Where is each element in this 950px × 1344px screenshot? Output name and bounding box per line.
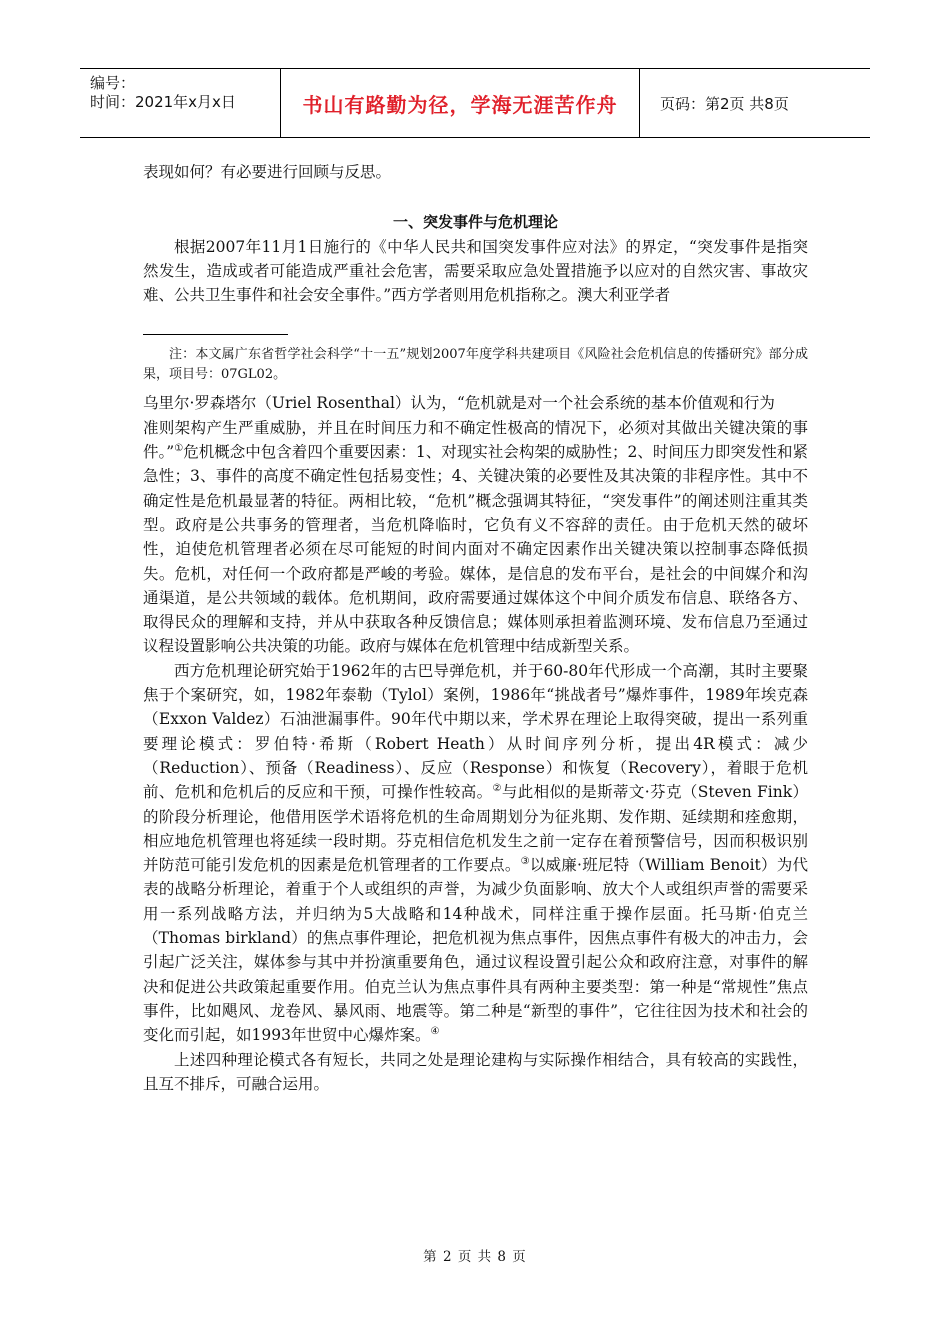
footnote-ref-3: ③ [520,855,530,867]
paragraph-3-text-a: 西方危机理论研究始于1962年的古巴导弹危机，并于60-80年代形成一个高潮，其时主要聚焦于个案研究，如，1982年泰勒（Tylol）案例，1986年“挑战者号”爆炸事件，1989年埃克森（Exxon Valdez）石油泄漏事件。90年代中期以来，学术界在理论上取得突破，提出一系列重要理论模式：罗伯特·希斯（Robert Heath）从时间序列分析，提出4R模式：减少（Reduction）、预备（Readiness）、反应（Response）和恢复（Recovery），着眼于危机前、危机和危机后的反应和干预，可操作性较高。 [143,661,808,802]
footnote-rule [143,334,288,335]
footnote-ref-1: ① [174,442,184,454]
paragraph-3-text-b: 与此相似的是斯蒂文·芬克（Steven Fink）的阶段分析理论，他借用医学术语将危机的生命周期划分为征兆期、发作期、延续期和痊愈期，相应地危机管理也将延续一段时期。芬克相信危机发生之前一定存在着预警信号，因而积极识别并防范可能引发危机的因素是危机管理者的工作要点。 [143,783,808,875]
document-header [80,68,870,138]
number-label: 编号： [90,74,136,92]
date-label: 时间：2021年x月x日 [90,93,236,111]
paragraph-2 [143,416,808,659]
page-footer: 第 2 页 共 8 页 [423,1249,527,1265]
paragraph-3-text-c: 以威廉·班尼特（William Benoit）为代表的战略分析理论，着重于个人或组织的声誉，为减少负面影响、放大个人或组织声誉的需要采用一系列战略方法，并归纳为5大战略和14种战术，同样注重于操作层面。托马斯·伯克兰（Thomas birkland）的焦点事件理论，把危机视为焦点事件，因焦点事件有极大的冲击力，会引起广泛关注，媒体参与其中并扮演重要角色，通过议程设置引起公众和政府注意，对事件的解决和促进公共政策起重要作用。伯克兰认为焦点事件具有两种主要类型：第一种是“常规性”焦点事件，比如飓风、龙卷风、暴风雨、地震等。第二种是“新型的事件”，它往往因为技术和社会的变化而引起，如1993年世贸中心爆炸案。 [143,856,808,1045]
header-motto: 书山有路勤为径，学海无涯苦作舟 [302,92,618,117]
document-body [143,160,808,1096]
section-title: 一、突发事件与危机理论 [392,213,558,232]
paragraph-1: 根据2007年11月1日施行的《中华人民共和国突发事件应对法》的界定，“突发事件是指突然发生，造成或者可能造成严重社会危害，需要采取应急处置措施予以应对的自然灾害、事故灾难、公共卫生事件和社会安全事件。”西方学者则用危机指称之。澳大利亚学者 [143,237,808,305]
header-meta [80,69,280,137]
paragraph-4: 上述四种理论模式各有短长，共同之处是理论建构与实际操作相结合，具有较高的实践性，且互不排斥，可融合运用。 [143,1050,808,1093]
header-page-label: 页码：第2页 共8页 [660,94,789,113]
intro-line: 表现如何？有必要进行回顾与反思。 [143,163,392,181]
paragraph-2-text-a: 准则架构产生严重威胁，并且在时间压力和不确定性极高的情况下，必须对其做出关键决策的事件。” [143,418,808,462]
footnote-ref-2: ② [492,783,502,795]
paragraph-2-text-b: 危机概念中包含着四个重要因素：1、对现实社会构架的威胁性；2、时间压力即突发性和紧急性；3、事件的高度不确定性包括易变性；4、关键决策的必要性及其决策的非程序性。其中不确定性是危机最显著的特征。两相比较，“危机”概念强调其特征，“突发事件”的阐述则注重其类型。政府是公共事务的管理者，当危机降临时，它负有义不容辞的责任。由于危机天然的破坏性，迫使危机管理者必须在尽可能短的时间内面对不确定因素作出关键决策以控制事态降低损失。危机，对任何一个政府都是严峻的考验。媒体，是信息的发布平台，是社会的中间媒介和沟通渠道，是公共领域的载体。危机期间，政府需要通过媒体这个中间介质发布信息、联络各方、取得民众的理解和支持，并从中获取各种反馈信息；媒体则承担着监测环境、发布信息乃至通过议程设置影响公共决策的功能。政府与媒体在危机管理中结成新型关系。 [143,443,808,656]
paragraph-3 [143,659,808,1048]
paragraph-2-line-1: 乌里尔·罗森塔尔（Uriel Rosenthal）认为，“危机就是对一个社会系统的基本价值观和行为 [143,394,775,413]
footnote-ref-4: ④ [430,1026,440,1038]
footnote: 注：本文属广东省哲学社会科学“十一五”规划2007年度学科共建项目《风险社会危机信息的传播研究》部分成果，项目号：07GL02。 [143,347,808,383]
